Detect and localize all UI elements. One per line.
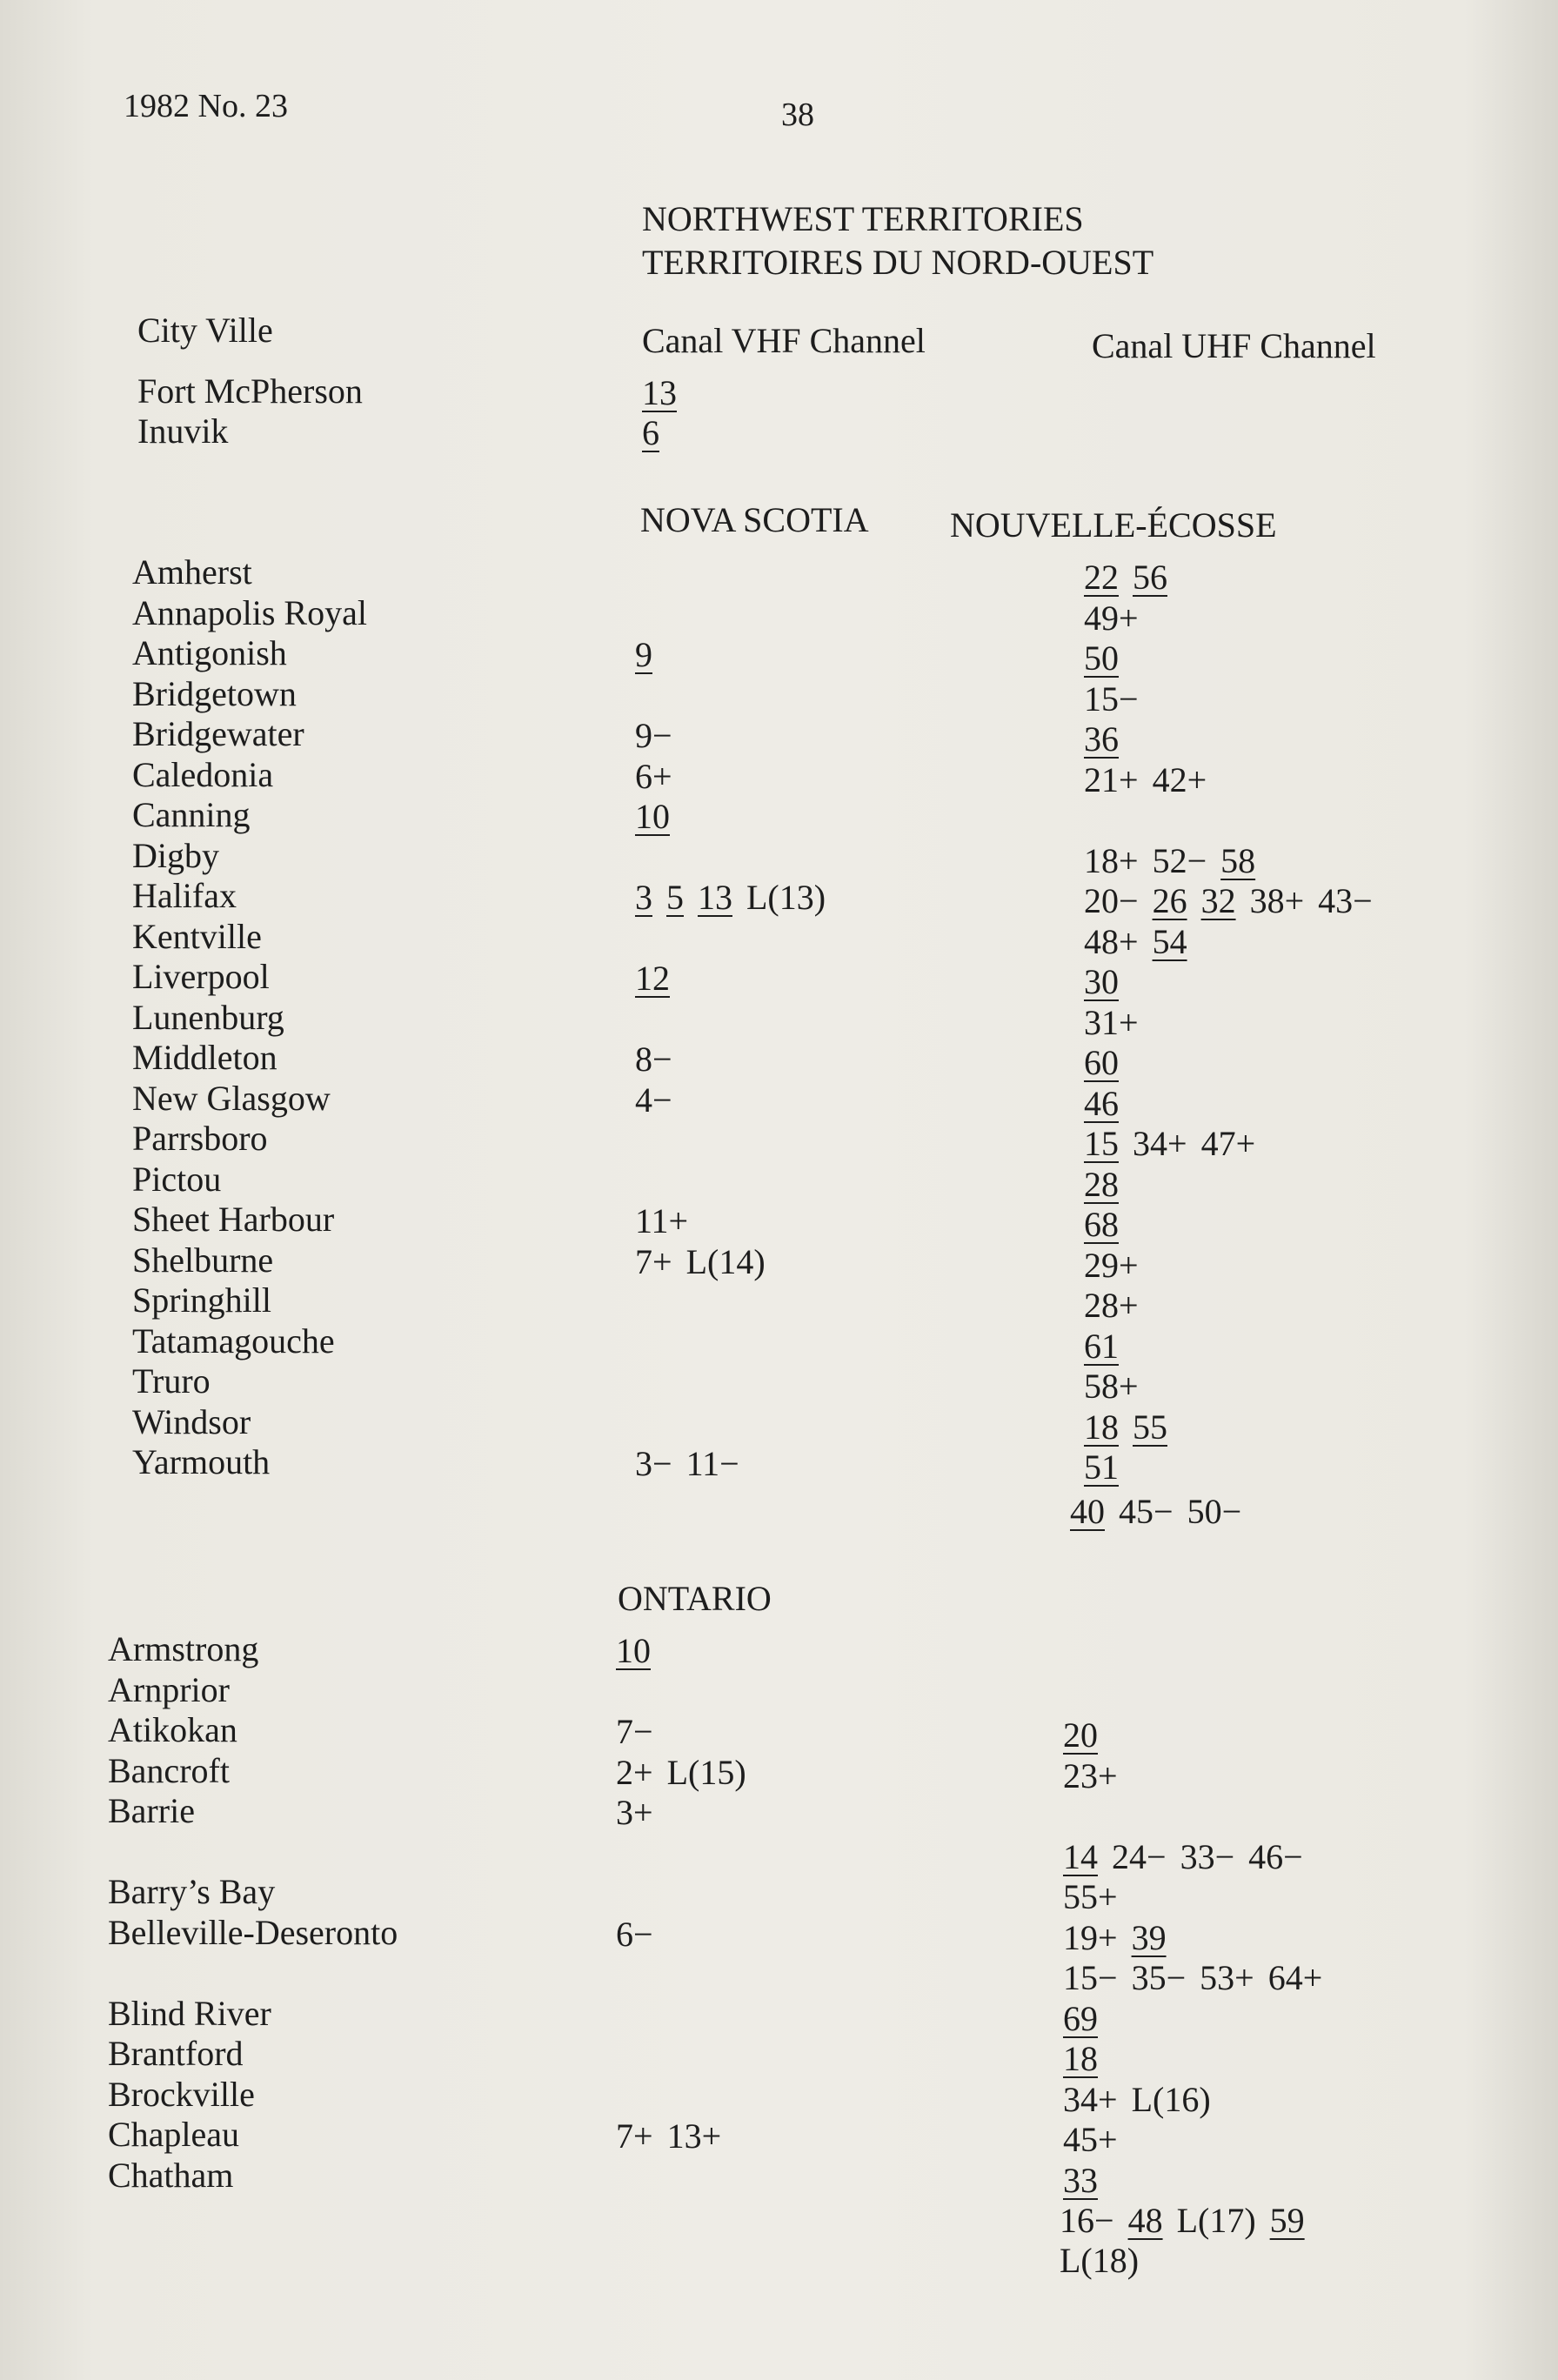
channel-value: 45+ <box>1063 2120 1118 2159</box>
uhf-channels <box>1063 1917 1180 1957</box>
city-name: Halifax <box>132 876 237 915</box>
uhf-channels <box>1063 2120 1132 2159</box>
city-name: Chapleau <box>108 2115 240 2154</box>
city-name: Pictou <box>132 1159 222 1199</box>
channel-value: 13+ <box>666 2116 722 2156</box>
uhf-channels <box>1084 1083 1133 1123</box>
channel-value: 55 <box>1133 1407 1167 1447</box>
nwt-title-en: NORTHWEST TERRITORIES <box>642 199 1084 238</box>
vhf-channels <box>616 1712 667 1751</box>
vhf-channels <box>635 799 684 834</box>
uhf-channels <box>1063 2039 1112 2078</box>
city-name: Annapolis Royal <box>132 592 367 632</box>
channel-value: 59 <box>1269 2201 1305 2240</box>
col-uhf-header: Canal UHF Channel <box>1092 326 1376 365</box>
channel-value: 58 <box>1220 840 1256 880</box>
channel-value: 64+ <box>1267 1958 1323 1997</box>
channel-value: 46 <box>1084 1083 1119 1123</box>
city-name: Brockville <box>108 2074 255 2114</box>
channel-value: 60 <box>1084 1043 1119 1082</box>
vhf-channels <box>635 1241 779 1281</box>
ontario-title: ONTARIO <box>618 1579 772 1618</box>
channel-value: 11+ <box>635 1201 689 1240</box>
uhf-channels <box>1084 1043 1133 1082</box>
channel-value: 51 <box>1084 1447 1119 1487</box>
channel-value: 21+ <box>1084 759 1139 799</box>
channel-value: 10 <box>635 797 670 836</box>
channel-value: 36 <box>1084 719 1119 759</box>
vhf-channels <box>635 716 686 755</box>
channel-value: 31+ <box>1084 1002 1139 1042</box>
channel-value: 42+ <box>1152 759 1207 799</box>
channel-value: 28 <box>1084 1164 1119 1204</box>
city-name: Fort McPherson <box>137 371 363 411</box>
channel-value: 32 <box>1200 881 1236 920</box>
channel-value: 22 <box>1084 558 1119 597</box>
channel-value: 6 <box>642 413 659 452</box>
uhf-channels <box>1084 1164 1133 1204</box>
city-name: Belleville-Deseronto <box>108 1912 398 1952</box>
channel-value: 53+ <box>1200 1958 1254 1997</box>
channel-value: 26 <box>1152 881 1187 920</box>
city-name: Shelburne <box>132 1240 274 1280</box>
city-name: Canning <box>132 795 251 834</box>
vhf-channels <box>616 1795 667 1830</box>
uhf-channels <box>1063 2160 1112 2200</box>
channel-value: 52− <box>1152 840 1207 880</box>
channel-value: 43− <box>1318 881 1373 920</box>
uhf-channels <box>1084 1447 1133 1487</box>
uhf-channels <box>1084 719 1133 759</box>
city-name: Chatham <box>108 2155 234 2195</box>
city-name: Lunenburg <box>132 997 284 1037</box>
channel-value: 20− <box>1084 881 1139 920</box>
uhf-channels <box>1084 598 1153 638</box>
uhf-channels <box>1084 840 1269 880</box>
city-name: New Glasgow <box>132 1078 331 1118</box>
channel-value: 38+ <box>1249 881 1305 920</box>
channel-value: 7+ <box>635 1241 672 1281</box>
uhf-channels <box>1084 1207 1133 1242</box>
uhf-channels <box>1084 759 1220 799</box>
channel-value: 6− <box>616 1914 653 1954</box>
channel-value: 2+ <box>616 1752 653 1792</box>
channel-value: 33 <box>1063 2160 1098 2200</box>
channel-value: 40 <box>1070 1491 1105 1531</box>
channel-value: 49+ <box>1084 598 1139 638</box>
channel-value: 58+ <box>1084 1367 1139 1406</box>
uhf-channels <box>1084 638 1133 678</box>
channel-value: 9− <box>635 716 672 755</box>
channel-value: L(15) <box>666 1752 746 1792</box>
vhf-channels <box>642 373 691 412</box>
channel-value: 16− <box>1060 2201 1114 2240</box>
city-name: Windsor <box>132 1401 251 1441</box>
channel-value: 56 <box>1133 558 1167 597</box>
city-name: Truro <box>132 1361 211 1401</box>
uhf-channels <box>1063 1877 1132 1916</box>
uhf-channels <box>1084 1288 1153 1323</box>
city-name: Amherst <box>132 552 252 592</box>
city-name: Blind River <box>108 1993 271 2033</box>
channel-value: 18 <box>1063 2039 1098 2078</box>
vhf-channels <box>616 1914 667 1954</box>
city-name: Tatamagouche <box>132 1320 335 1360</box>
uhf-channels <box>1063 1836 1317 1876</box>
vhf-channels <box>616 2116 735 2156</box>
channel-value: 34+ <box>1063 2079 1118 2119</box>
uhf-channels <box>1084 679 1153 719</box>
uhf-channels <box>1063 1958 1336 1997</box>
uhf-channels <box>1084 921 1201 961</box>
channel-value: 14 <box>1063 1836 1098 1876</box>
channel-value: L(16) <box>1131 2079 1211 2119</box>
channel-value: 50− <box>1187 1491 1242 1531</box>
channel-value: 50 <box>1084 638 1119 678</box>
uhf-channels <box>1063 1998 1112 2038</box>
vhf-channels <box>616 1752 760 1792</box>
vhf-channels <box>635 880 839 915</box>
channel-value: 15 <box>1084 1124 1119 1163</box>
channel-value: 7+ <box>616 2116 653 2156</box>
uhf-channels <box>1070 1491 1255 1531</box>
channel-value: 35− <box>1131 1958 1187 1997</box>
vhf-channels <box>642 413 673 452</box>
vhf-channels <box>635 1201 702 1240</box>
channel-value: 48+ <box>1084 921 1139 961</box>
channel-value: 47+ <box>1200 1124 1256 1163</box>
nwt-title-fr: TERRITOIRES DU NORD-OUEST <box>642 243 1154 282</box>
channel-value: 10 <box>616 1631 651 1670</box>
city-name: Armstrong <box>108 1629 259 1668</box>
channel-value: 19+ <box>1063 1917 1118 1957</box>
channel-value: 45− <box>1119 1491 1174 1531</box>
uhf-channels <box>1084 1002 1153 1042</box>
channel-value: L(18) <box>1060 2241 1140 2280</box>
issue-label: 1982 No. 23 <box>124 88 288 124</box>
city-name: Brantford <box>108 2034 244 2073</box>
city-name: Sheet Harbour <box>132 1200 335 1239</box>
channel-value: 3− <box>635 1444 672 1483</box>
city-name: Barry’s Bay <box>108 1872 276 1911</box>
channel-value: L(13) <box>746 878 826 917</box>
uhf-channels <box>1084 1245 1153 1285</box>
ns-title-en: NOVA SCOTIA <box>640 500 869 539</box>
channel-value: 5 <box>666 878 684 917</box>
uhf-channels <box>1084 1407 1181 1447</box>
channel-value: 12 <box>635 959 670 998</box>
channel-value: 4− <box>635 1080 672 1120</box>
vhf-channels <box>635 1444 753 1483</box>
uhf-channels <box>1084 881 1387 920</box>
uhf-channels <box>1084 1369 1153 1404</box>
channel-value: 13 <box>642 373 677 412</box>
city-name: Antigonish <box>132 633 287 672</box>
channel-value: 15− <box>1063 1958 1118 1997</box>
city-name: Bridgewater <box>132 714 304 753</box>
channel-value: 15− <box>1084 679 1139 719</box>
page-number: 38 <box>781 97 814 133</box>
channel-value: 18 <box>1084 1407 1119 1447</box>
city-name: Parrsboro <box>132 1119 268 1158</box>
vhf-channels <box>635 635 666 674</box>
channel-value: 68 <box>1084 1205 1119 1244</box>
col-city-header: City Ville <box>137 311 273 350</box>
vhf-channels <box>635 1080 686 1120</box>
city-name: Yarmouth <box>132 1442 271 1481</box>
channel-value: 3+ <box>616 1793 653 1832</box>
channel-value: 3 <box>635 878 652 917</box>
uhf-channels <box>1060 2243 1153 2278</box>
channel-value: 39 <box>1131 1917 1167 1957</box>
channel-value: 46− <box>1248 1836 1303 1876</box>
channel-value: 13 <box>698 878 732 917</box>
channel-value: 28+ <box>1084 1286 1139 1325</box>
channel-value: 7− <box>616 1712 653 1751</box>
city-name: Atikokan <box>108 1710 237 1749</box>
channel-value: 30 <box>1084 962 1119 1001</box>
city-name: Liverpool <box>132 957 270 996</box>
city-name: Springhill <box>132 1280 272 1320</box>
uhf-channels <box>1060 2203 1319 2238</box>
city-name: Digby <box>132 835 219 875</box>
channel-value: 29+ <box>1084 1245 1139 1285</box>
channel-value: 8− <box>635 1040 672 1079</box>
uhf-channels <box>1063 1755 1132 1795</box>
uhf-channels <box>1084 1126 1269 1161</box>
ns-title-fr: NOUVELLE-ÉCOSSE <box>950 505 1277 545</box>
channel-value: 18+ <box>1084 840 1139 880</box>
vhf-channels <box>635 1042 686 1077</box>
channel-value: 33− <box>1180 1836 1235 1876</box>
col-vhf-header: Canal VHF Channel <box>642 321 926 360</box>
channel-value: 11− <box>685 1444 739 1483</box>
uhf-channels <box>1084 560 1181 595</box>
channel-value: L(17) <box>1176 2201 1256 2240</box>
city-name: Bridgetown <box>132 673 297 713</box>
channel-value: 9 <box>635 635 652 674</box>
channel-value: 55+ <box>1063 1877 1118 1916</box>
channel-value: 48 <box>1127 2201 1163 2240</box>
uhf-channels <box>1084 1326 1133 1366</box>
city-name: Kentville <box>132 916 262 956</box>
channel-value: 20 <box>1063 1715 1098 1755</box>
vhf-channels <box>616 1631 665 1670</box>
vhf-channels <box>635 961 684 996</box>
city-name: Inuvik <box>137 411 229 451</box>
city-name: Caledonia <box>132 754 274 794</box>
channel-value: 34+ <box>1133 1124 1187 1163</box>
uhf-channels <box>1063 2079 1225 2119</box>
uhf-channels <box>1063 1715 1112 1755</box>
city-name: Middleton <box>132 1038 277 1077</box>
channel-value: 61 <box>1084 1326 1119 1366</box>
channel-value: 23+ <box>1063 1755 1118 1795</box>
channel-value: L(14) <box>685 1241 766 1281</box>
channel-value: 6+ <box>635 756 672 796</box>
city-name: Arnprior <box>108 1669 230 1709</box>
city-name: Barrie <box>108 1791 195 1830</box>
channel-value: 24− <box>1112 1836 1167 1876</box>
uhf-channels <box>1084 962 1133 1001</box>
vhf-channels <box>635 756 686 796</box>
city-name: Bancroft <box>108 1750 230 1790</box>
channel-value: 69 <box>1063 1998 1098 2038</box>
channel-value: 54 <box>1152 921 1187 961</box>
